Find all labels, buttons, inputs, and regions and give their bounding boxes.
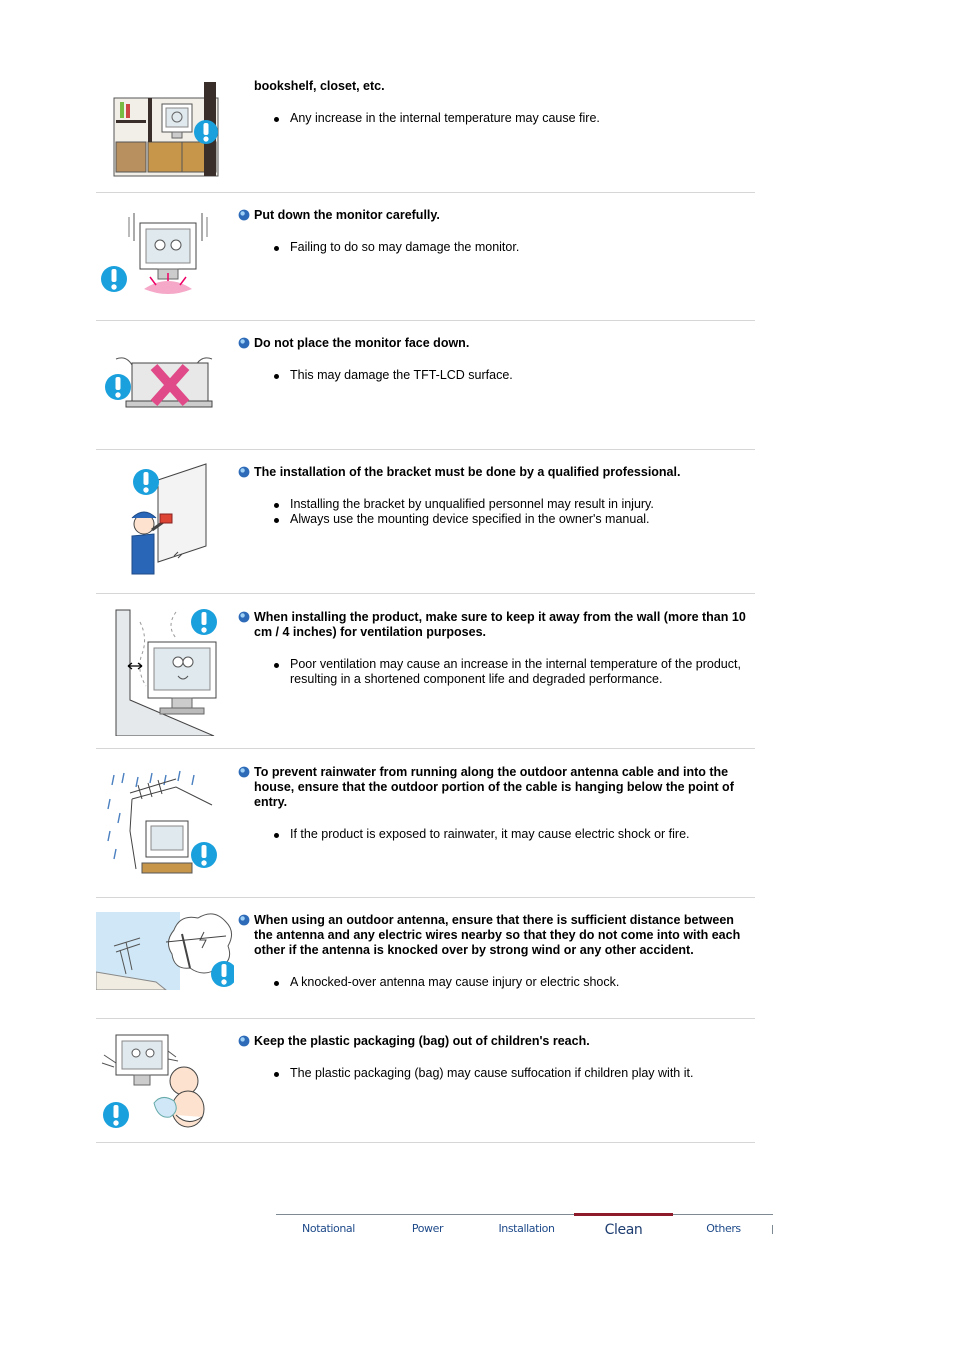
warning-section	[96, 321, 755, 450]
section-title: When using an outdoor antenna, ensure that there is sufficient distance between the antenna and any electric wires nearby so that they do not come into with each other if the antenna is knocked over by strong wind or any other accident.	[238, 913, 751, 958]
section-title: Put down the monitor carefully.	[238, 208, 751, 223]
plastic-bag-child-illustration	[96, 1033, 234, 1129]
rainwater-antenna-illustration	[96, 769, 234, 875]
blue-circle-bullet-icon	[238, 466, 250, 478]
warning-section	[96, 70, 755, 193]
antenna-power-line-illustration	[96, 912, 234, 990]
warnings-content	[96, 70, 755, 1143]
section-title: Do not place the monitor face down.	[238, 336, 751, 351]
nav-tab-power[interactable]: Power	[411, 1222, 444, 1235]
bullet-item: The plastic packaging (bag) may cause suffocation if children play with it.	[274, 1066, 751, 1081]
face-down-illustration	[96, 351, 234, 421]
bookshelf-illustration	[96, 80, 234, 180]
warning-section	[96, 193, 755, 321]
bullet-item: If the product is exposed to rainwater, it may cause electric shock or fire.	[274, 827, 751, 842]
section-title: The installation of the bracket must be done by a qualified professional.	[238, 465, 751, 480]
blue-circle-bullet-icon	[238, 914, 250, 926]
bullet-item: Poor ventilation may cause an increase in the internal temperature of the product, resulting in a shortened component life and degraded performance.	[274, 657, 751, 687]
bullet-item: A knocked-over antenna may cause injury or electric shock.	[274, 975, 751, 990]
wall-ventilation-illustration	[96, 608, 234, 736]
blue-circle-bullet-icon	[238, 611, 250, 623]
bullet-item: Installing the bracket by unqualified personnel may result in injury.	[274, 497, 751, 512]
bullet-item: Any increase in the internal temperature may cause fire.	[274, 111, 751, 126]
section-title: To prevent rainwater from running along the outdoor antenna cable and into the house, ensure that the outdoor portion of the cable is hanging below the point of entry.	[238, 765, 751, 810]
bullet-item: Always use the mounting device specified in the owner's manual.	[274, 512, 751, 527]
blue-circle-bullet-icon	[238, 209, 250, 221]
warning-section	[96, 594, 755, 749]
nav-tab-installation[interactable]: Installation	[498, 1222, 555, 1235]
blue-circle-bullet-icon	[238, 766, 250, 778]
nav-end-divider	[772, 1225, 773, 1234]
section-title: bookshelf, closet, etc.	[254, 79, 385, 93]
bullet-item: Failing to do so may damage the monitor.	[274, 240, 751, 255]
nav-tab-notational[interactable]: Notational	[302, 1222, 355, 1235]
blue-circle-bullet-icon	[238, 337, 250, 349]
bullet-item: This may damage the TFT-LCD surface.	[274, 368, 751, 383]
warning-section	[96, 1019, 755, 1143]
section-nav	[276, 1214, 773, 1245]
section-title: When installing the product, make sure to keep it away from the wall (more than 10 cm / 4 inches) for ventilation purposes.	[238, 610, 751, 640]
section-title: Keep the plastic packaging (bag) out of children's reach.	[238, 1034, 751, 1049]
bracket-installation-illustration	[96, 462, 234, 580]
warning-section	[96, 749, 755, 898]
warning-section	[96, 898, 755, 1019]
warning-section	[96, 450, 755, 594]
blue-circle-bullet-icon	[238, 1035, 250, 1047]
nav-tab-others[interactable]: Others	[706, 1222, 741, 1235]
put-down-carefully-illustration	[96, 207, 234, 307]
nav-tab-clean[interactable]: Clean	[574, 1213, 673, 1244]
